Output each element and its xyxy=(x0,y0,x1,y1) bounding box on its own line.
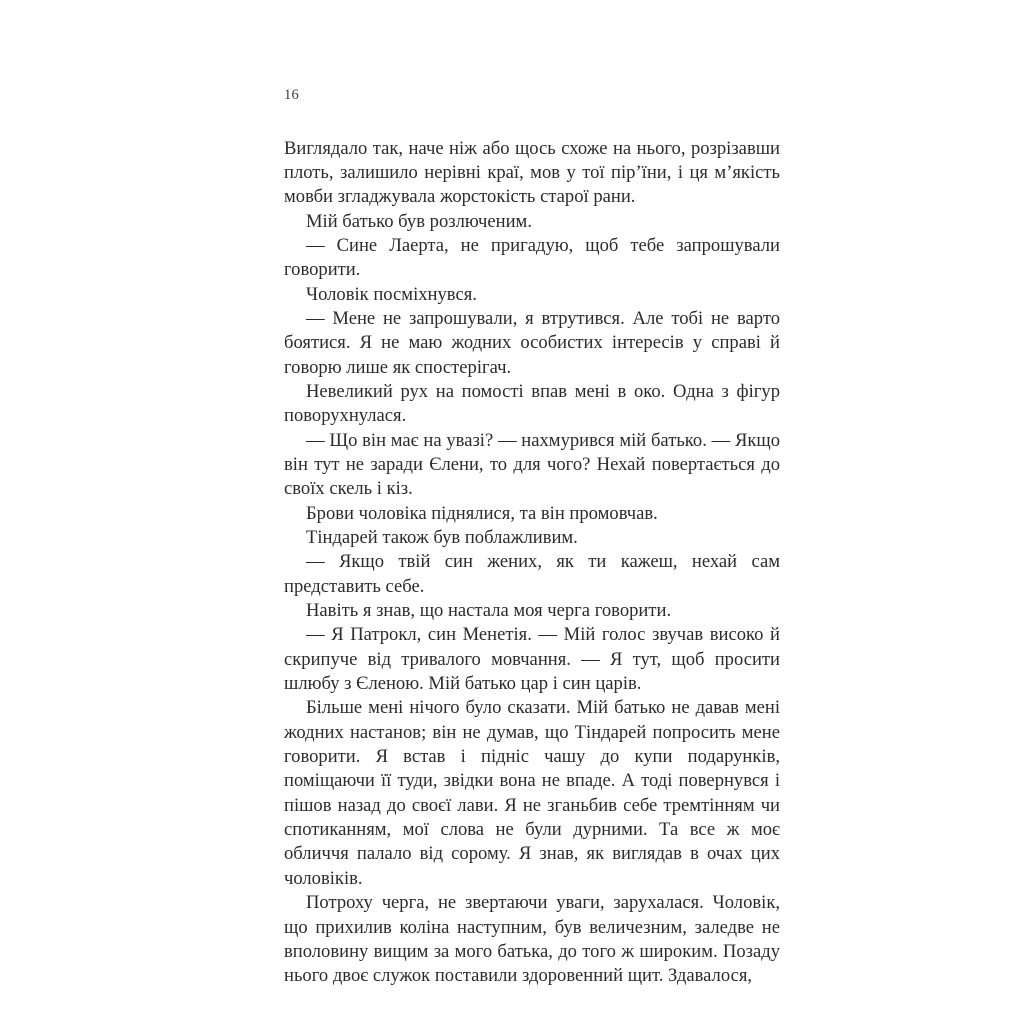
paragraph: — Що він має на увазі? — нахмурився мій батько. — Якщо він тут не заради Єлени, то для чого? Нехай повертається до своїх скель і кіз. xyxy=(284,429,780,500)
paragraph: — Якщо твій син жених, як ти кажеш, нехай сам представить себе. xyxy=(284,551,780,597)
paragraph: Тіндарей також був поблажливим. xyxy=(306,527,578,548)
paragraph: — Я Патрокл, син Менетія. — Мій голос звучав високо й скрипуче від тривалого мовчання. — Я тут, щоб просити шлюбу з Єленою. Мій батько цар і син царів. xyxy=(284,624,780,695)
paragraph: Мій батько був розлюченим. xyxy=(306,210,532,232)
body-text xyxy=(284,137,780,989)
paragraph: Невеликий рух на помості впав мені в око. Одна з фігур поворухнулася. xyxy=(284,380,780,427)
page-number: 16 xyxy=(284,87,299,103)
paragraph: Більше мені нічого було сказати. Мій батько не давав мені жодних настанов; він не думав, що Тіндарей попросить мене говорити. Я встав і підніс чашу до купи подарунків, поміщаючи її туди, звідки вона не впаде. А тоді повернувся і пішов назад до своєї лави. Я не зганьбив себе тремтінням чи спотиканням, мої слова не були дурними. Та все ж моє обличчя палало від сорому. Я знав, як виглядав в очах цих чоловіків. xyxy=(284,697,780,889)
paragraph: Виглядало так, наче ніж або щось схоже на нього, розрізавши плоть, залишило нерівні краї, мов у тої пір’їни, і ця м’якість мовби згладжувала жорстокість старої рани. xyxy=(284,137,780,208)
page-text-block xyxy=(284,88,780,989)
paragraph: — Сине Лаерта, не пригадую, щоб тебе запрошували говорити. xyxy=(284,234,780,281)
paragraph: Навіть я знав, що настала моя черга говорити. xyxy=(306,600,672,622)
paragraph: Брови чоловіка піднялися, та він промовчав. xyxy=(306,502,658,524)
paragraph: Потроху черга, не звертаючи уваги, зарухалася. Чоловік, що прихилив коліна наступним, був величезним, заледве не вполовину вищим за мого батька, до того ж широким. Позаду нього двоє служок поставили здоровенний щит. Здавалося, xyxy=(284,892,780,987)
paragraph: Чоловік посміхнувся. xyxy=(306,283,477,305)
paragraph: — Мене не запрошували, я втрутився. Але тобі не варто боятися. Я не маю жодних особистих інтересів у справі й говорю лише як спостерігач. xyxy=(284,307,780,378)
